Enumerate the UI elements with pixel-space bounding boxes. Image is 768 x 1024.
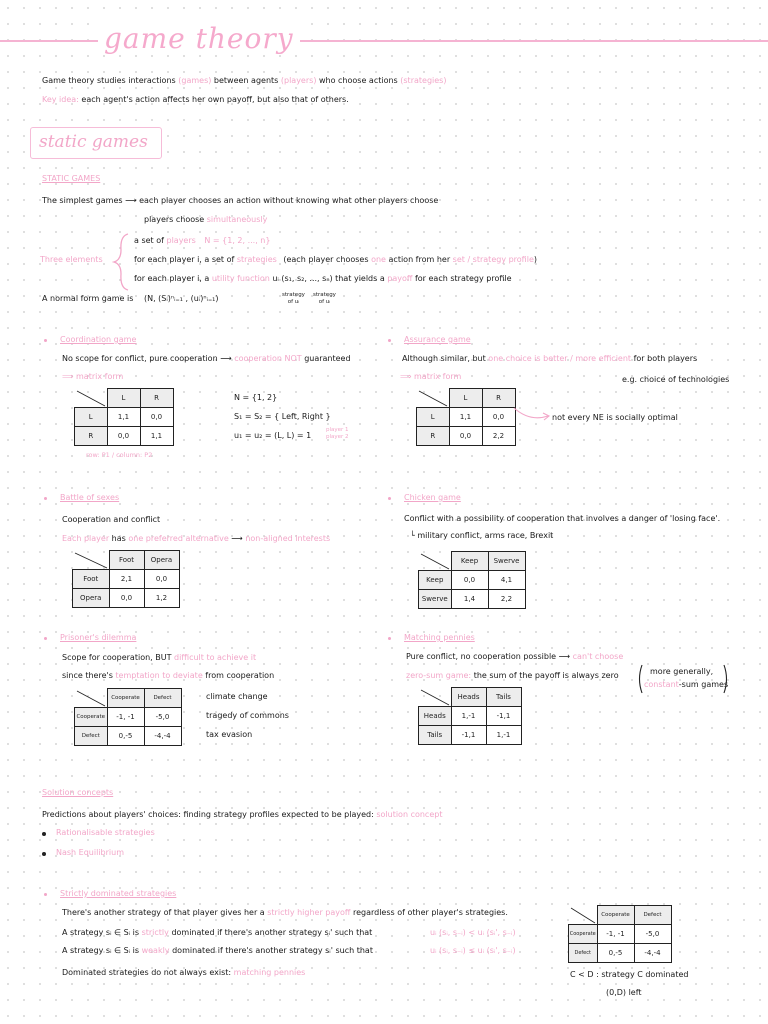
matrix-row-header: Keep — [419, 571, 452, 590]
matrix-col-header: Foot — [109, 551, 144, 570]
chicken-desc: Conflict with a possibility of cooperation that involves a danger of 'losing face'. — [404, 514, 721, 523]
paren-right — [722, 664, 730, 694]
matrix-row-header: Foot — [73, 570, 110, 589]
matrix-cell: 1,-1 — [451, 707, 486, 726]
matrix-col-header: R — [140, 389, 173, 408]
prisoner-heading: Prisoner's dilemma — [60, 633, 137, 642]
bullet — [44, 637, 47, 640]
matrix-corner — [75, 389, 108, 408]
matrix-cell: 0,-5 — [107, 727, 144, 746]
battle-heading: Battle of sexes — [60, 493, 120, 502]
matrix-cell: 1,1 — [107, 408, 140, 427]
coordination-matrix-label: ⟹ matrix form — [62, 372, 124, 381]
dominated-strict-formula: uᵢ (sᵢ, s₋ᵢ) < uᵢ (sᵢ', s₋ᵢ) — [430, 928, 516, 937]
matrix-corner — [75, 689, 108, 708]
coordination-desc: No scope for conflict, pure cooperation ⟶ cooperation NOT guaranteed — [62, 354, 351, 363]
bullet — [388, 637, 391, 640]
coordination-s: S₁ = S₂ = { Left, Right } — [234, 412, 331, 421]
prisoner-example-1: climate change — [206, 692, 268, 701]
matrix-corner — [417, 389, 450, 408]
chicken-matrix — [418, 551, 526, 609]
bullet — [44, 497, 47, 500]
matrix-cell: 0,0 — [482, 408, 515, 427]
matrix-col-header: Defect — [144, 689, 181, 708]
matrix-cell: 1,2 — [144, 589, 179, 608]
coordination-n: N = {1, 2} — [234, 393, 278, 402]
static-games-heading: STATIC GAMES — [42, 174, 101, 183]
three-elements-label: Three elements — [40, 255, 103, 264]
matrix-row-header: Opera — [73, 589, 110, 608]
matrix-col-header: Defect — [634, 906, 671, 925]
chicken-heading: Chicken game — [404, 493, 461, 502]
matrix-row-header: Swerve — [419, 590, 452, 609]
prisoner-example-2: tragedy of commons — [206, 711, 289, 720]
coordination-matrix — [74, 388, 174, 446]
title-rule-right — [270, 40, 768, 42]
matrix-cell: 0,0 — [451, 571, 488, 590]
normal-form-note-1: strategy of uᵢ — [282, 292, 305, 305]
matrix-cell: -1, -1 — [107, 708, 144, 727]
matrix-row-header: R — [75, 427, 108, 446]
section-static-games: static games — [30, 127, 162, 159]
matrix-row-header: R — [417, 427, 450, 446]
chicken-desc-2: └ military conflict, arms race, Brexit — [410, 531, 554, 540]
matching-desc: Pure conflict, no cooperation possible ⟶ can't choose — [406, 652, 624, 661]
assurance-heading: Assurance game — [404, 335, 471, 344]
matrix-corner — [73, 551, 110, 570]
intro-line-2: Key idea: each agent's action affects her own payoff, but also that of others. — [42, 95, 349, 104]
assurance-note: not every NE is socially optimal — [552, 413, 678, 422]
intro-line-1: Game theory studies interactions (games) between agents (players) who choose actions (strategies) — [42, 76, 447, 85]
matrix-col-header: Cooperate — [107, 689, 144, 708]
solution-desc: Predictions about players' choices: finding strategy profiles expected to be played: solution concept — [42, 810, 443, 819]
element-strategies: for each player i, a set of strategies (each player chooses one action from her set / strategy profile) — [134, 255, 537, 264]
prisoner-example-3: tax evasion — [206, 730, 253, 739]
matrix-row-header: Defect — [569, 944, 598, 963]
matrix-row-header: Heads — [419, 707, 452, 726]
dominated-caption-1: C < D : strategy C dominated — [570, 970, 689, 979]
dominated-strict: A strategy sᵢ ∈ Sᵢ is strictly dominated if there's another strategy sᵢ' such that — [62, 928, 373, 937]
battle-desc: Cooperation and conflict — [62, 515, 161, 524]
bullet — [388, 497, 391, 500]
bullet — [388, 339, 391, 342]
matrix-col-header: Cooperate — [597, 906, 634, 925]
matching-more-generally: more generally, constant-sum games — [644, 667, 729, 689]
dominated-weak-formula: uᵢ (sᵢ, s₋ᵢ) ≤ uᵢ (sᵢ', s₋ᵢ) — [430, 946, 516, 955]
matrix-cell: -5,0 — [634, 925, 671, 944]
matrix-corner — [419, 688, 452, 707]
matching-matrix — [418, 687, 522, 745]
bullet — [44, 893, 47, 896]
solution-heading: Solution concepts — [42, 788, 114, 797]
bullet — [44, 339, 47, 342]
matrix-col-header: Swerve — [488, 552, 525, 571]
page-title: game theory — [98, 22, 300, 55]
battle-matrix — [72, 550, 180, 608]
three-elements-brace — [112, 232, 132, 292]
matrix-cell: 0,0 — [140, 408, 173, 427]
matrix-corner — [419, 552, 452, 571]
matrix-col-header: Keep — [451, 552, 488, 571]
bullet — [42, 832, 46, 836]
matrix-cell: 2,1 — [109, 570, 144, 589]
matrix-row-header: Cooperate — [75, 708, 108, 727]
matrix-cell: 1,-1 — [486, 726, 521, 745]
matrix-cell: -1,1 — [451, 726, 486, 745]
dominated-not-always: Dominated strategies do not always exist: matching pennies — [62, 968, 306, 977]
coordination-player-notes: player 1 player 2 — [326, 427, 349, 440]
coordination-u: u₁ = u₂ = (L, L) = 1 — [234, 431, 312, 440]
prisoner-desc-2: since there's temptation to deviate from cooperation — [62, 671, 275, 680]
matrix-row-header: Defect — [75, 727, 108, 746]
matrix-col-header: Tails — [486, 688, 521, 707]
matrix-cell: 0,-5 — [597, 944, 634, 963]
matrix-col-header: L — [449, 389, 482, 408]
matrix-cell: -1, -1 — [597, 925, 634, 944]
matching-heading: Matching pennies — [404, 633, 475, 642]
battle-desc-2: Each player has one preferred alternative ⟶ non-aligned interests — [62, 534, 331, 543]
dominated-caption-2: (0,D) left — [606, 988, 642, 997]
assurance-desc: Although similar, but one choice is better / more efficient for both players — [402, 354, 698, 363]
coordination-rowcol-note: row: P1 / column: P2 — [86, 451, 153, 459]
solution-item-rationalisable: Rationalisable strategies — [56, 828, 155, 837]
paren-left — [636, 664, 644, 694]
matrix-row-header: Tails — [419, 726, 452, 745]
dominated-heading: Strictly dominated strategies — [60, 889, 177, 898]
matrix-corner — [569, 906, 598, 925]
matrix-cell: -4,-4 — [144, 727, 181, 746]
dominated-weak: A strategy sᵢ ∈ Sᵢ is weakly dominated if there's another strategy sᵢ' such that — [62, 946, 373, 955]
assurance-example: e.g. choice of technologies — [622, 375, 730, 384]
normal-form-note-2: strategy of uᵢ — [313, 292, 336, 305]
element-utility: for each player i, a utility function uᵢ (s₁, s₂, ..., sₙ) that yields a payoff for each strategy profile — [134, 274, 512, 283]
dominated-desc: There's another strategy of that player gives her a strictly higher payoff regardless of other player's strategies. — [62, 908, 508, 917]
matrix-col-header: Opera — [144, 551, 179, 570]
matrix-cell: 4,1 — [488, 571, 525, 590]
matrix-col-header: Heads — [451, 688, 486, 707]
matrix-row-header: Cooperate — [569, 925, 598, 944]
matrix-cell: -5,0 — [144, 708, 181, 727]
bullet — [42, 852, 46, 856]
prisoner-desc: Scope for cooperation, BUT difficult to achieve it — [62, 653, 257, 662]
matrix-cell: 1,4 — [451, 590, 488, 609]
matrix-col-header: L — [107, 389, 140, 408]
assurance-matrix-label: ⟹ matrix form — [400, 372, 462, 381]
assurance-arrow — [512, 404, 552, 424]
matrix-cell: 1,1 — [140, 427, 173, 446]
matrix-cell: 0,0 — [449, 427, 482, 446]
matrix-cell: 1,1 — [449, 408, 482, 427]
title-rule-left — [0, 40, 100, 42]
matrix-cell: 0,0 — [144, 570, 179, 589]
matrix-row-header: L — [75, 408, 108, 427]
matching-zero-sum: zero-sum game: the sum of the payoff is always zero — [406, 671, 619, 680]
solution-item-nash: Nash Equilibrium — [56, 848, 124, 857]
simplest-games-line: The simplest games ⟶ each player chooses an action without knowing what other players choose — [42, 196, 439, 205]
simultaneous-line: players choose simultaneously — [144, 215, 268, 224]
matrix-cell: 0,0 — [109, 589, 144, 608]
matrix-row-header: L — [417, 408, 450, 427]
matrix-cell: 2,2 — [488, 590, 525, 609]
assurance-matrix — [416, 388, 516, 446]
coordination-heading: Coordination game — [60, 335, 137, 344]
matrix-cell: 2,2 — [482, 427, 515, 446]
matrix-col-header: R — [482, 389, 515, 408]
prisoner-matrix — [74, 688, 182, 746]
normal-form-line: A normal form game is (N, (Sᵢ)ⁿᵢ₌₁ , (uᵢ)ⁿᵢ₌₁) — [42, 294, 219, 303]
element-players: a set of players N = {1, 2, ..., n} — [134, 236, 271, 245]
matrix-cell: 0,0 — [107, 427, 140, 446]
matrix-cell: -4,-4 — [634, 944, 671, 963]
matrix-cell: -1,1 — [486, 707, 521, 726]
dominated-matrix — [568, 905, 672, 963]
